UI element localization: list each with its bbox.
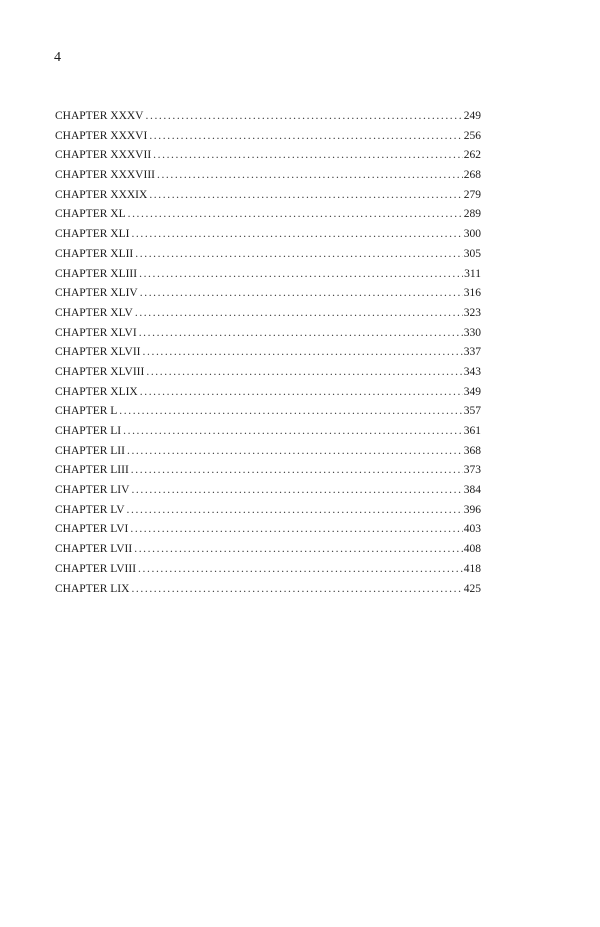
toc-entry[interactable]: [55, 540, 481, 560]
toc-entry[interactable]: [55, 343, 481, 363]
toc-entry-title: CHAPTER XLIII: [55, 267, 138, 280]
toc-entry-page: 408: [463, 543, 481, 556]
toc-entry[interactable]: [55, 205, 481, 225]
toc-entry-page: 249: [463, 110, 481, 122]
dot-leader: [140, 383, 463, 403]
toc-entry-title: CHAPTER XLIV: [55, 287, 138, 300]
dot-leader: [149, 186, 462, 206]
toc-entry-page: 316: [463, 287, 481, 300]
toc-entry-title: CHAPTER LVI: [55, 523, 129, 536]
dot-leader: [157, 166, 463, 186]
toc-entry-page: 349: [463, 385, 481, 398]
toc-entry[interactable]: [55, 265, 481, 285]
dot-leader: [149, 127, 462, 147]
toc-entry[interactable]: [55, 107, 481, 127]
dot-leader: [131, 481, 462, 501]
toc-entry[interactable]: [55, 501, 481, 521]
dot-leader: [130, 520, 462, 540]
dot-leader: [153, 146, 463, 166]
toc-entry-page: 418: [463, 562, 481, 575]
toc-entry-page: 357: [463, 405, 481, 418]
toc-entry-title: CHAPTER LIX: [55, 582, 130, 595]
toc-entry-title: CHAPTER L: [55, 405, 118, 418]
toc-entry-page: 279: [463, 188, 481, 201]
toc-entry[interactable]: [55, 245, 481, 265]
toc-entry-title: CHAPTER XL: [55, 208, 126, 221]
dot-leader: [123, 422, 463, 442]
toc-entry-page: 311: [464, 267, 481, 280]
toc-entry-page: 425: [463, 582, 481, 595]
toc-entry[interactable]: [55, 560, 481, 580]
toc-entry[interactable]: [55, 402, 481, 422]
dot-leader: [138, 560, 463, 580]
toc-entry[interactable]: [55, 127, 481, 147]
toc-entry-title: CHAPTER XLI: [55, 228, 130, 241]
toc-entry-title: CHAPTER XLVII: [55, 346, 141, 359]
toc-entry-page: 384: [463, 484, 481, 497]
toc-entry[interactable]: [55, 324, 481, 344]
dot-leader: [143, 343, 463, 363]
toc-entry-title: CHAPTER XXXV: [55, 110, 144, 122]
dot-leader: [135, 304, 463, 324]
toc-entry-title: CHAPTER XLV: [55, 306, 133, 319]
toc-entry-title: CHAPTER LIV: [55, 484, 130, 497]
dot-leader: [131, 580, 462, 600]
toc-entry[interactable]: [55, 383, 481, 403]
dot-leader: [127, 442, 463, 462]
toc-entry-title: CHAPTER XXXVIII: [55, 169, 155, 182]
dot-leader: [131, 225, 462, 245]
toc-entry-title: CHAPTER XLII: [55, 247, 134, 260]
toc-entry[interactable]: [55, 146, 481, 166]
toc-entry[interactable]: [55, 520, 481, 540]
dot-leader: [128, 205, 463, 225]
toc-entry[interactable]: [55, 422, 481, 442]
toc-entry[interactable]: [55, 186, 481, 206]
toc-entry-title: CHAPTER XXXIX: [55, 188, 148, 201]
page-number: 4: [54, 50, 61, 65]
toc-entry-title: CHAPTER XLIX: [55, 385, 138, 398]
toc-entry-title: CHAPTER XXXVI: [55, 129, 148, 142]
toc-entry-page: 289: [463, 208, 481, 221]
dot-leader: [135, 245, 462, 265]
toc-entry-title: CHAPTER LVIII: [55, 562, 137, 575]
toc-entry[interactable]: [55, 284, 481, 304]
toc-entry-title: CHAPTER LI: [55, 425, 122, 437]
toc-entry-page: 300: [463, 228, 481, 241]
toc-entry-title: CHAPTER XXXVII: [55, 149, 152, 162]
dot-leader: [139, 324, 463, 344]
toc-entry-title: CHAPTER XLVI: [55, 326, 137, 339]
toc-entry-title: CHAPTER LII: [55, 444, 125, 457]
dot-leader: [146, 363, 462, 383]
toc-entry[interactable]: [55, 304, 481, 324]
toc-entry-title: CHAPTER LV: [55, 503, 125, 516]
toc-entry-title: CHAPTER LVII: [55, 543, 133, 556]
toc-entry-page: 361: [463, 425, 481, 437]
toc-entry-page: 403: [463, 523, 481, 536]
toc-entry-page: 337: [463, 346, 481, 359]
toc-entry-page: 343: [463, 365, 481, 378]
table-of-contents: [55, 107, 481, 599]
toc-entry[interactable]: [55, 166, 481, 186]
dot-leader: [131, 461, 463, 481]
toc-entry-page: 305: [463, 247, 481, 260]
toc-entry[interactable]: [55, 580, 481, 600]
toc-entry-page: 330: [463, 326, 481, 339]
toc-entry-page: 373: [463, 464, 481, 477]
dot-leader: [139, 265, 463, 285]
toc-entry[interactable]: [55, 481, 481, 501]
toc-entry-page: 268: [463, 169, 481, 182]
toc-entry-title: CHAPTER XLVIII: [55, 365, 145, 378]
dot-leader: [140, 284, 463, 304]
toc-entry[interactable]: [55, 461, 481, 481]
toc-entry-page: 323: [463, 306, 481, 319]
toc-entry-page: 256: [463, 129, 481, 142]
dot-leader: [134, 540, 463, 560]
toc-entry[interactable]: [55, 363, 481, 383]
toc-entry-page: 396: [463, 503, 481, 516]
toc-entry[interactable]: [55, 442, 481, 462]
dot-leader: [119, 402, 462, 422]
toc-entry[interactable]: [55, 225, 481, 245]
toc-entry-title: CHAPTER LIII: [55, 464, 129, 477]
dot-leader: [146, 107, 463, 127]
toc-entry-page: 262: [463, 149, 481, 162]
toc-entry-page: 368: [463, 444, 481, 457]
dot-leader: [127, 501, 463, 521]
